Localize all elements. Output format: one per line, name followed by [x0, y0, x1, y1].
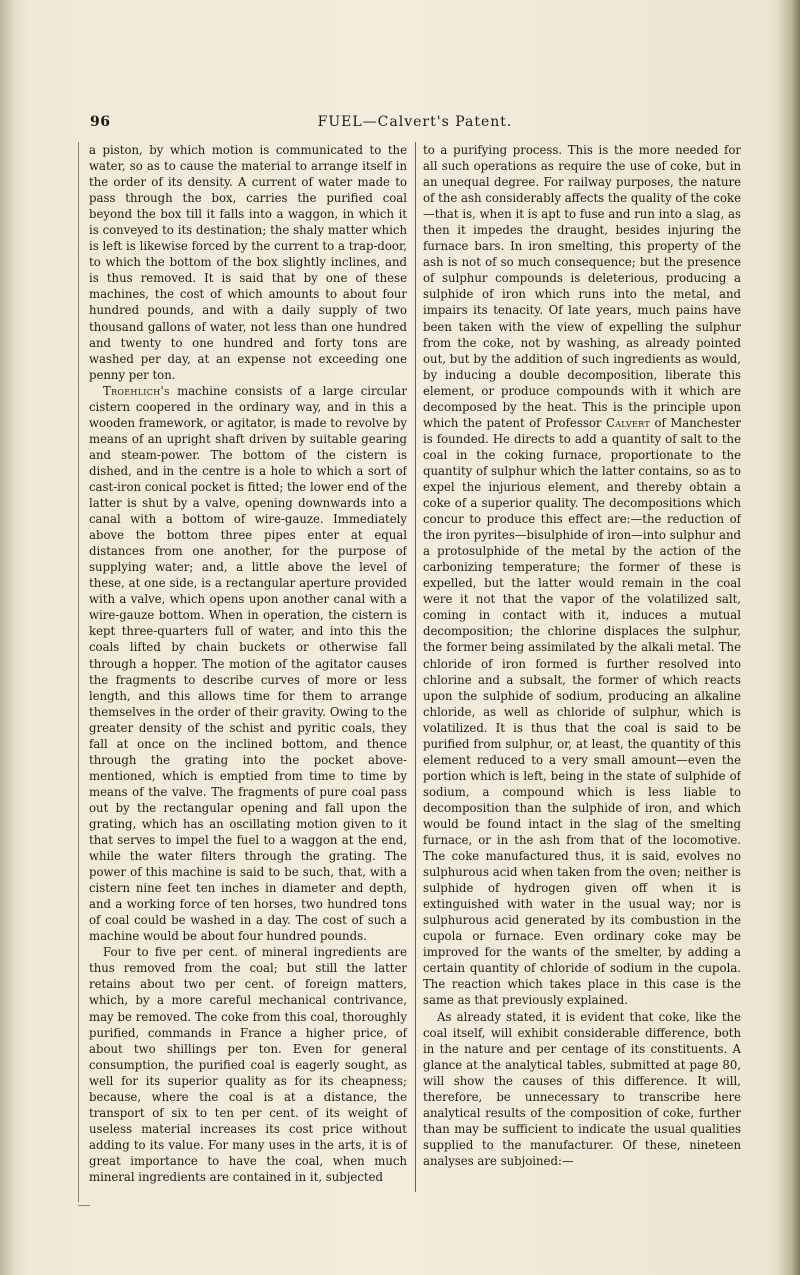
paragraph	[89, 383, 407, 945]
paragraph: As already stated, it is evident that coke, like the coal itself, will exhibit considerable difference, both in the nature and per centage of its constituents. A glance at the analytical tables, submitted at page 80, will show the causes of this difference. It will, therefore, be unnecessary to transcribe here analytical results of the composition of coke, further than may be sufficient to indicate the usual qualities supplied to the manufacturer. Of these, nineteen analyses are subjoined:—	[423, 1009, 741, 1168]
paragraph	[423, 142, 741, 1009]
page-shadow-right	[778, 0, 800, 1275]
text-block	[78, 142, 749, 1202]
left-column	[89, 142, 407, 1192]
machine-name: Troehlich's	[103, 383, 170, 398]
paragraph: Four to five per cent. of mineral ingredients are thus removed from the coal; but still the latter retains about two per cent. of foreign matters, which, by a more careful mechanical contrivance, may be removed. The coke from this coal, thoroughly purified, commands in France a higher price, of about two shillings per ton. Even for general consumption, the purified coal is eagerly sought, as well for its superior quality as for its cheapness; because, where the coal is at a distance, the transport of six to ten per cent. of its weight of useless material increases its cost price without adding to its value. For many uses in the arts, it is of great importance to have the coal, when much mineral ingredients are contained in it, subjected	[89, 945, 407, 1184]
right-column	[423, 142, 741, 1192]
paragraph-text: to a purifying process. This is the more needed for all such operations as require the use of coke, but in an unequal degree. For railway purposes, the nature of the ash considerably affects the quality of the coke—that is, when it is apt to fuse and run into a slag, as then it impedes the draught, besides injuring the furnace bars. In iron smelting, this property of the ash is not of so much consequence; but the presence of sulphur compounds is deleterious, producing a sulphide of iron which runs into the metal, and impairs its tenacity. Of late years, much pains have been taken with the view of expelling the sulphur from the coke, not by washing, as already pointed out, but by the addition of such ingredients as would, by inducing a double decomposition, liberate this element, or produce compounds with it which are decomposed by the heat. This is the principle upon which the patent of Professor	[423, 143, 741, 430]
paragraph-text: machine consists of a large circular cistern coopered in the ordinary way, and in this a wooden framework, or agitator, is made to revolve by means of an upright shaft driven by suitable gearing and steam-power. The bottom of the cistern is dished, and in the centre is a hole to which a sort of cast-iron conical pocket is fitted; the lower end of the latter is shut by a valve, opening downwards into a canal with a bottom of wire-gauze. Immediately above the bottom three pipes enter at equal distances from one another, for the purpose of supplying water; and, a little above the level of these, at one side, is a rectangular aperture provided with a valve, which opens upon another canal with a wire-gauze bottom. When in operation, the cistern is kept three-quarters full of water, and into this the coals lifted by chain buckets or otherwise fall through a hopper. The motion of the agitator causes the fragments to describe curves of more or less length, and this allows time for them to arrange themselves in the order of their gravity. Owing to the greater density of the schist and pyritic coals, they fall at once on the inclined bottom, and thence through the grating into the pocket above-mentioned, which is emptied from time to time by means of the valve. The fragments of pure coal pass out by the rectangular opening and fall upon the grating, which has an oscillating motion given to it that serves to impel the fuel to a waggon at the end, while the water filters through the grating. The power of this machine is said to be such, that, with a cistern nine feet ten inches in diameter and depth, and a working force of ten horses, two hundred tons of coal could be washed in a day. The cost of such a machine would be about four hundred pounds.	[89, 383, 407, 944]
page-header	[90, 114, 740, 138]
column-divider	[415, 142, 416, 1192]
person-name: Calvert	[605, 415, 650, 430]
page-shadow-left	[0, 0, 14, 1275]
paragraph-text: of Manchester is founded. He directs to add a quantity of salt to the coal in the coking furnace, proportionate to the quantity of sulphur which the latter contains, so as to expel the injurious element, and thereby obtain a coke of a superior quality. The decompositions which concur to produce this effect are:—the reduction of the iron pyrites—bisulphide of iron—into sulphur and a protosulphide of the metal by the action of the carbonizing temperature; the former of these is expelled, but the latter would remain in the coal were it not that the vapor of the volatilized salt, coming in contact with it, induces a mutual decomposition; the chlorine displaces the sulphur, the former being assimilated by the alkali metal. The chloride of iron formed is further resolved into chlorine and a subsalt, the former of which reacts upon the sulphide of sodium, producing an alkaline chloride, as well as chloride of sulphur, which is volatilized. It is thus that the coal is said to be purified from sulphur, or, at least, the quantity of this element reduced to a very small amount—even the portion which is left, being in the state of sulphide of sodium, a compound which is less liable to decomposition than the sulphide of iron, and which would be found intact in the slag of the smelting furnace, or in the ash from that of the locomotive. The coke manufactured thus, it is said, evolves no sulphurous acid when taken from the oven; neither is sulphide of hydrogen given off when it is extinguished with water in the usual way; nor is sulphurous acid generated by its combustion in the cupola or furnace. Even ordinary coke may be improved for the wants of the smelter, by adding a certain quantity of chloride of sodium in the cupola. The reaction which takes place in this case is the same as that previously explained.	[423, 415, 741, 1008]
running-head: FUEL—Calvert's Patent.	[317, 114, 513, 130]
bottom-rule	[78, 1205, 90, 1206]
paragraph: a piston, by which motion is communicated to the water, so as to cause the material to arrange itself in the order of its density. A current of water made to pass through the box, carries the purified coal beyond the box till it falls into a waggon, in which it is conveyed to its destination; the shaly matter which is left is likewise forced by the current to a trap-door, to which the bottom of the box slightly inclines, and is thus removed. It is said that by one of these machines, the cost of which amounts to about four hundred pounds, and with a daily supply of two thousand gallons of water, not less than one hundred and twenty to one hundred and forty tons are washed per day, at an expense not exceeding one penny per ton.	[89, 143, 407, 382]
page-number: 96	[90, 114, 111, 130]
